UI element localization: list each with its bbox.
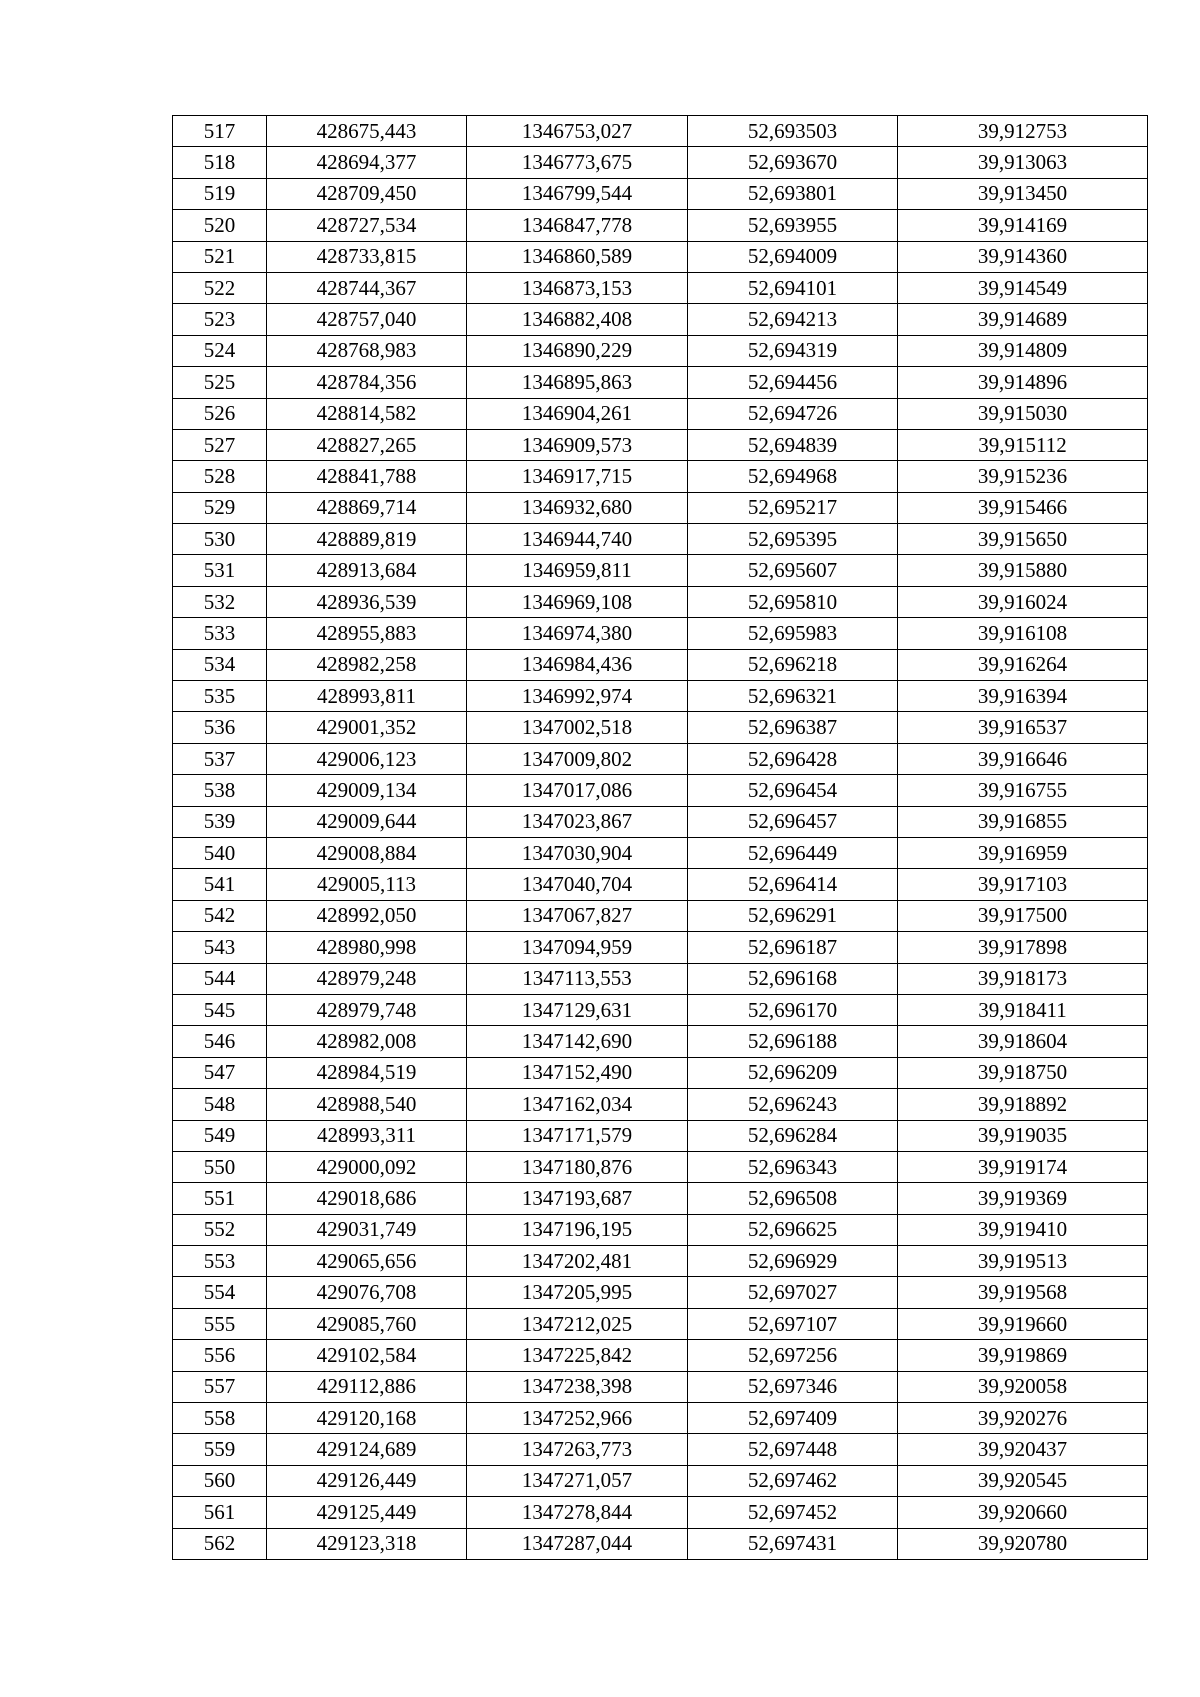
longitude-cell: 39,915236 xyxy=(898,461,1148,492)
latitude-cell: 52,693503 xyxy=(688,116,898,147)
x-coordinate-cell: 428744,367 xyxy=(267,272,467,303)
point-number-cell: 547 xyxy=(173,1057,267,1088)
latitude-cell: 52,694319 xyxy=(688,335,898,366)
table-row xyxy=(173,1214,1148,1245)
longitude-cell: 39,913063 xyxy=(898,147,1148,178)
latitude-cell: 52,694456 xyxy=(688,367,898,398)
point-number-cell: 541 xyxy=(173,869,267,900)
longitude-cell: 39,920058 xyxy=(898,1371,1148,1402)
x-coordinate-cell: 429009,644 xyxy=(267,806,467,837)
latitude-cell: 52,694839 xyxy=(688,429,898,460)
point-number-cell: 531 xyxy=(173,555,267,586)
point-number-cell: 521 xyxy=(173,241,267,272)
point-number-cell: 524 xyxy=(173,335,267,366)
point-number-cell: 548 xyxy=(173,1089,267,1120)
latitude-cell: 52,695810 xyxy=(688,586,898,617)
y-coordinate-cell: 1347180,876 xyxy=(467,1151,688,1182)
coordinates-table xyxy=(172,115,1148,1560)
longitude-cell: 39,914689 xyxy=(898,304,1148,335)
point-number-cell: 542 xyxy=(173,900,267,931)
table-row xyxy=(173,1089,1148,1120)
table-row xyxy=(173,241,1148,272)
x-coordinate-cell: 428784,356 xyxy=(267,367,467,398)
y-coordinate-cell: 1346895,863 xyxy=(467,367,688,398)
point-number-cell: 546 xyxy=(173,1026,267,1057)
table-row xyxy=(173,1277,1148,1308)
longitude-cell: 39,919660 xyxy=(898,1308,1148,1339)
table-row xyxy=(173,304,1148,335)
y-coordinate-cell: 1347287,044 xyxy=(467,1528,688,1559)
y-coordinate-cell: 1347238,398 xyxy=(467,1371,688,1402)
x-coordinate-cell: 428694,377 xyxy=(267,147,467,178)
point-number-cell: 527 xyxy=(173,429,267,460)
x-coordinate-cell: 428727,534 xyxy=(267,210,467,241)
y-coordinate-cell: 1347009,802 xyxy=(467,743,688,774)
x-coordinate-cell: 428709,450 xyxy=(267,178,467,209)
longitude-cell: 39,919513 xyxy=(898,1246,1148,1277)
table-row xyxy=(173,492,1148,523)
table-row xyxy=(173,869,1148,900)
y-coordinate-cell: 1347212,025 xyxy=(467,1308,688,1339)
table-row xyxy=(173,1434,1148,1465)
point-number-cell: 552 xyxy=(173,1214,267,1245)
latitude-cell: 52,696457 xyxy=(688,806,898,837)
x-coordinate-cell: 428675,443 xyxy=(267,116,467,147)
y-coordinate-cell: 1346860,589 xyxy=(467,241,688,272)
longitude-cell: 39,916755 xyxy=(898,775,1148,806)
y-coordinate-cell: 1346904,261 xyxy=(467,398,688,429)
y-coordinate-cell: 1347129,631 xyxy=(467,994,688,1025)
table-row xyxy=(173,649,1148,680)
longitude-cell: 39,916855 xyxy=(898,806,1148,837)
table-row xyxy=(173,994,1148,1025)
latitude-cell: 52,696188 xyxy=(688,1026,898,1057)
y-coordinate-cell: 1346753,027 xyxy=(467,116,688,147)
point-number-cell: 558 xyxy=(173,1403,267,1434)
table-row xyxy=(173,367,1148,398)
latitude-cell: 52,694101 xyxy=(688,272,898,303)
latitude-cell: 52,696625 xyxy=(688,1214,898,1245)
longitude-cell: 39,913450 xyxy=(898,178,1148,209)
x-coordinate-cell: 429001,352 xyxy=(267,712,467,743)
y-coordinate-cell: 1347225,842 xyxy=(467,1340,688,1371)
latitude-cell: 52,697346 xyxy=(688,1371,898,1402)
latitude-cell: 52,697409 xyxy=(688,1403,898,1434)
x-coordinate-cell: 428979,248 xyxy=(267,963,467,994)
table-row xyxy=(173,524,1148,555)
x-coordinate-cell: 429124,689 xyxy=(267,1434,467,1465)
y-coordinate-cell: 1346944,740 xyxy=(467,524,688,555)
y-coordinate-cell: 1347023,867 xyxy=(467,806,688,837)
latitude-cell: 52,696321 xyxy=(688,681,898,712)
latitude-cell: 52,694213 xyxy=(688,304,898,335)
x-coordinate-cell: 429102,584 xyxy=(267,1340,467,1371)
y-coordinate-cell: 1347263,773 xyxy=(467,1434,688,1465)
point-number-cell: 518 xyxy=(173,147,267,178)
table-row xyxy=(173,335,1148,366)
y-coordinate-cell: 1346984,436 xyxy=(467,649,688,680)
longitude-cell: 39,916959 xyxy=(898,837,1148,868)
longitude-cell: 39,919369 xyxy=(898,1183,1148,1214)
table-row xyxy=(173,398,1148,429)
y-coordinate-cell: 1346959,811 xyxy=(467,555,688,586)
y-coordinate-cell: 1347278,844 xyxy=(467,1497,688,1528)
table-row xyxy=(173,1246,1148,1277)
latitude-cell: 52,696209 xyxy=(688,1057,898,1088)
x-coordinate-cell: 429076,708 xyxy=(267,1277,467,1308)
y-coordinate-cell: 1347196,195 xyxy=(467,1214,688,1245)
x-coordinate-cell: 428982,258 xyxy=(267,649,467,680)
table-row xyxy=(173,178,1148,209)
table-row xyxy=(173,837,1148,868)
x-coordinate-cell: 429125,449 xyxy=(267,1497,467,1528)
latitude-cell: 52,693955 xyxy=(688,210,898,241)
latitude-cell: 52,696284 xyxy=(688,1120,898,1151)
y-coordinate-cell: 1347017,086 xyxy=(467,775,688,806)
latitude-cell: 52,696449 xyxy=(688,837,898,868)
table-row xyxy=(173,806,1148,837)
x-coordinate-cell: 428768,983 xyxy=(267,335,467,366)
table-row xyxy=(173,1308,1148,1339)
longitude-cell: 39,918892 xyxy=(898,1089,1148,1120)
y-coordinate-cell: 1347094,959 xyxy=(467,932,688,963)
x-coordinate-cell: 428814,582 xyxy=(267,398,467,429)
point-number-cell: 529 xyxy=(173,492,267,523)
point-number-cell: 528 xyxy=(173,461,267,492)
table-row xyxy=(173,900,1148,931)
longitude-cell: 39,918411 xyxy=(898,994,1148,1025)
x-coordinate-cell: 429000,092 xyxy=(267,1151,467,1182)
point-number-cell: 522 xyxy=(173,272,267,303)
longitude-cell: 39,920660 xyxy=(898,1497,1148,1528)
longitude-cell: 39,914549 xyxy=(898,272,1148,303)
x-coordinate-cell: 429085,760 xyxy=(267,1308,467,1339)
point-number-cell: 523 xyxy=(173,304,267,335)
latitude-cell: 52,696929 xyxy=(688,1246,898,1277)
point-number-cell: 543 xyxy=(173,932,267,963)
latitude-cell: 52,695395 xyxy=(688,524,898,555)
y-coordinate-cell: 1347152,490 xyxy=(467,1057,688,1088)
table-row xyxy=(173,461,1148,492)
point-number-cell: 562 xyxy=(173,1528,267,1559)
x-coordinate-cell: 429006,123 xyxy=(267,743,467,774)
longitude-cell: 39,920276 xyxy=(898,1403,1148,1434)
longitude-cell: 39,919568 xyxy=(898,1277,1148,1308)
latitude-cell: 52,697448 xyxy=(688,1434,898,1465)
latitude-cell: 52,697256 xyxy=(688,1340,898,1371)
point-number-cell: 539 xyxy=(173,806,267,837)
y-coordinate-cell: 1346799,544 xyxy=(467,178,688,209)
table-row xyxy=(173,1026,1148,1057)
point-number-cell: 534 xyxy=(173,649,267,680)
longitude-cell: 39,920780 xyxy=(898,1528,1148,1559)
y-coordinate-cell: 1347252,966 xyxy=(467,1403,688,1434)
table-row xyxy=(173,555,1148,586)
point-number-cell: 538 xyxy=(173,775,267,806)
y-coordinate-cell: 1346974,380 xyxy=(467,618,688,649)
x-coordinate-cell: 429009,134 xyxy=(267,775,467,806)
longitude-cell: 39,915880 xyxy=(898,555,1148,586)
longitude-cell: 39,917103 xyxy=(898,869,1148,900)
table-row xyxy=(173,1371,1148,1402)
latitude-cell: 52,697431 xyxy=(688,1528,898,1559)
x-coordinate-cell: 428889,819 xyxy=(267,524,467,555)
latitude-cell: 52,694726 xyxy=(688,398,898,429)
table-row xyxy=(173,963,1148,994)
longitude-cell: 39,914360 xyxy=(898,241,1148,272)
point-number-cell: 557 xyxy=(173,1371,267,1402)
latitude-cell: 52,696218 xyxy=(688,649,898,680)
latitude-cell: 52,696187 xyxy=(688,932,898,963)
longitude-cell: 39,914896 xyxy=(898,367,1148,398)
x-coordinate-cell: 428993,311 xyxy=(267,1120,467,1151)
table-row xyxy=(173,681,1148,712)
latitude-cell: 52,696343 xyxy=(688,1151,898,1182)
x-coordinate-cell: 428841,788 xyxy=(267,461,467,492)
point-number-cell: 559 xyxy=(173,1434,267,1465)
point-number-cell: 535 xyxy=(173,681,267,712)
y-coordinate-cell: 1346909,573 xyxy=(467,429,688,460)
latitude-cell: 52,695217 xyxy=(688,492,898,523)
x-coordinate-cell: 429123,318 xyxy=(267,1528,467,1559)
latitude-cell: 52,697452 xyxy=(688,1497,898,1528)
longitude-cell: 39,915030 xyxy=(898,398,1148,429)
longitude-cell: 39,917500 xyxy=(898,900,1148,931)
point-number-cell: 550 xyxy=(173,1151,267,1182)
point-number-cell: 525 xyxy=(173,367,267,398)
longitude-cell: 39,916537 xyxy=(898,712,1148,743)
longitude-cell: 39,916264 xyxy=(898,649,1148,680)
y-coordinate-cell: 1347113,553 xyxy=(467,963,688,994)
x-coordinate-cell: 428979,748 xyxy=(267,994,467,1025)
table-row xyxy=(173,586,1148,617)
y-coordinate-cell: 1346932,680 xyxy=(467,492,688,523)
table-row xyxy=(173,116,1148,147)
longitude-cell: 39,915112 xyxy=(898,429,1148,460)
point-number-cell: 517 xyxy=(173,116,267,147)
longitude-cell: 39,917898 xyxy=(898,932,1148,963)
table-row xyxy=(173,743,1148,774)
point-number-cell: 533 xyxy=(173,618,267,649)
x-coordinate-cell: 428733,815 xyxy=(267,241,467,272)
y-coordinate-cell: 1346873,153 xyxy=(467,272,688,303)
longitude-cell: 39,920437 xyxy=(898,1434,1148,1465)
point-number-cell: 551 xyxy=(173,1183,267,1214)
latitude-cell: 52,694968 xyxy=(688,461,898,492)
table-row xyxy=(173,1057,1148,1088)
longitude-cell: 39,920545 xyxy=(898,1465,1148,1496)
longitude-cell: 39,915466 xyxy=(898,492,1148,523)
point-number-cell: 532 xyxy=(173,586,267,617)
x-coordinate-cell: 429126,449 xyxy=(267,1465,467,1496)
x-coordinate-cell: 428936,539 xyxy=(267,586,467,617)
longitude-cell: 39,919410 xyxy=(898,1214,1148,1245)
x-coordinate-cell: 429112,886 xyxy=(267,1371,467,1402)
point-number-cell: 549 xyxy=(173,1120,267,1151)
latitude-cell: 52,693670 xyxy=(688,147,898,178)
x-coordinate-cell: 428955,883 xyxy=(267,618,467,649)
x-coordinate-cell: 429005,113 xyxy=(267,869,467,900)
y-coordinate-cell: 1346890,229 xyxy=(467,335,688,366)
table-row xyxy=(173,1151,1148,1182)
table-row xyxy=(173,1528,1148,1559)
latitude-cell: 52,695607 xyxy=(688,555,898,586)
y-coordinate-cell: 1346917,715 xyxy=(467,461,688,492)
y-coordinate-cell: 1346847,778 xyxy=(467,210,688,241)
point-number-cell: 544 xyxy=(173,963,267,994)
latitude-cell: 52,694009 xyxy=(688,241,898,272)
table-row xyxy=(173,712,1148,743)
table-row xyxy=(173,429,1148,460)
x-coordinate-cell: 429008,884 xyxy=(267,837,467,868)
x-coordinate-cell: 429120,168 xyxy=(267,1403,467,1434)
table-row xyxy=(173,147,1148,178)
y-coordinate-cell: 1346992,974 xyxy=(467,681,688,712)
y-coordinate-cell: 1347067,827 xyxy=(467,900,688,931)
latitude-cell: 52,696243 xyxy=(688,1089,898,1120)
y-coordinate-cell: 1346773,675 xyxy=(467,147,688,178)
table-row xyxy=(173,1340,1148,1371)
longitude-cell: 39,916394 xyxy=(898,681,1148,712)
y-coordinate-cell: 1347162,034 xyxy=(467,1089,688,1120)
y-coordinate-cell: 1347002,518 xyxy=(467,712,688,743)
y-coordinate-cell: 1346882,408 xyxy=(467,304,688,335)
latitude-cell: 52,695983 xyxy=(688,618,898,649)
y-coordinate-cell: 1347202,481 xyxy=(467,1246,688,1277)
latitude-cell: 52,697107 xyxy=(688,1308,898,1339)
x-coordinate-cell: 429065,656 xyxy=(267,1246,467,1277)
point-number-cell: 520 xyxy=(173,210,267,241)
x-coordinate-cell: 428984,519 xyxy=(267,1057,467,1088)
table-row xyxy=(173,272,1148,303)
latitude-cell: 52,696508 xyxy=(688,1183,898,1214)
latitude-cell: 52,696170 xyxy=(688,994,898,1025)
x-coordinate-cell: 428980,998 xyxy=(267,932,467,963)
y-coordinate-cell: 1347193,687 xyxy=(467,1183,688,1214)
latitude-cell: 52,696454 xyxy=(688,775,898,806)
longitude-cell: 39,918750 xyxy=(898,1057,1148,1088)
y-coordinate-cell: 1347040,704 xyxy=(467,869,688,900)
table-row xyxy=(173,1120,1148,1151)
point-number-cell: 554 xyxy=(173,1277,267,1308)
longitude-cell: 39,912753 xyxy=(898,116,1148,147)
longitude-cell: 39,918173 xyxy=(898,963,1148,994)
x-coordinate-cell: 428827,265 xyxy=(267,429,467,460)
longitude-cell: 39,916024 xyxy=(898,586,1148,617)
latitude-cell: 52,696428 xyxy=(688,743,898,774)
x-coordinate-cell: 428869,714 xyxy=(267,492,467,523)
point-number-cell: 560 xyxy=(173,1465,267,1496)
point-number-cell: 537 xyxy=(173,743,267,774)
x-coordinate-cell: 429031,749 xyxy=(267,1214,467,1245)
latitude-cell: 52,697027 xyxy=(688,1277,898,1308)
latitude-cell: 52,696387 xyxy=(688,712,898,743)
y-coordinate-cell: 1347205,995 xyxy=(467,1277,688,1308)
point-number-cell: 526 xyxy=(173,398,267,429)
x-coordinate-cell: 428988,540 xyxy=(267,1089,467,1120)
latitude-cell: 52,696291 xyxy=(688,900,898,931)
longitude-cell: 39,919869 xyxy=(898,1340,1148,1371)
point-number-cell: 556 xyxy=(173,1340,267,1371)
table-row xyxy=(173,1497,1148,1528)
point-number-cell: 561 xyxy=(173,1497,267,1528)
longitude-cell: 39,919174 xyxy=(898,1151,1148,1182)
table-row xyxy=(173,1465,1148,1496)
point-number-cell: 536 xyxy=(173,712,267,743)
x-coordinate-cell: 428913,684 xyxy=(267,555,467,586)
latitude-cell: 52,696414 xyxy=(688,869,898,900)
y-coordinate-cell: 1347142,690 xyxy=(467,1026,688,1057)
point-number-cell: 540 xyxy=(173,837,267,868)
point-number-cell: 545 xyxy=(173,994,267,1025)
y-coordinate-cell: 1347171,579 xyxy=(467,1120,688,1151)
latitude-cell: 52,697462 xyxy=(688,1465,898,1496)
longitude-cell: 39,916108 xyxy=(898,618,1148,649)
latitude-cell: 52,693801 xyxy=(688,178,898,209)
point-number-cell: 553 xyxy=(173,1246,267,1277)
table-row xyxy=(173,1403,1148,1434)
longitude-cell: 39,914809 xyxy=(898,335,1148,366)
y-coordinate-cell: 1346969,108 xyxy=(467,586,688,617)
x-coordinate-cell: 428993,811 xyxy=(267,681,467,712)
x-coordinate-cell: 429018,686 xyxy=(267,1183,467,1214)
longitude-cell: 39,915650 xyxy=(898,524,1148,555)
table-row xyxy=(173,210,1148,241)
y-coordinate-cell: 1347271,057 xyxy=(467,1465,688,1496)
point-number-cell: 519 xyxy=(173,178,267,209)
x-coordinate-cell: 428992,050 xyxy=(267,900,467,931)
table-row xyxy=(173,932,1148,963)
longitude-cell: 39,916646 xyxy=(898,743,1148,774)
longitude-cell: 39,919035 xyxy=(898,1120,1148,1151)
coordinates-table-body xyxy=(173,116,1148,1560)
x-coordinate-cell: 428982,008 xyxy=(267,1026,467,1057)
longitude-cell: 39,914169 xyxy=(898,210,1148,241)
table-row xyxy=(173,775,1148,806)
table-row xyxy=(173,1183,1148,1214)
longitude-cell: 39,918604 xyxy=(898,1026,1148,1057)
point-number-cell: 530 xyxy=(173,524,267,555)
y-coordinate-cell: 1347030,904 xyxy=(467,837,688,868)
latitude-cell: 52,696168 xyxy=(688,963,898,994)
x-coordinate-cell: 428757,040 xyxy=(267,304,467,335)
point-number-cell: 555 xyxy=(173,1308,267,1339)
table-row xyxy=(173,618,1148,649)
